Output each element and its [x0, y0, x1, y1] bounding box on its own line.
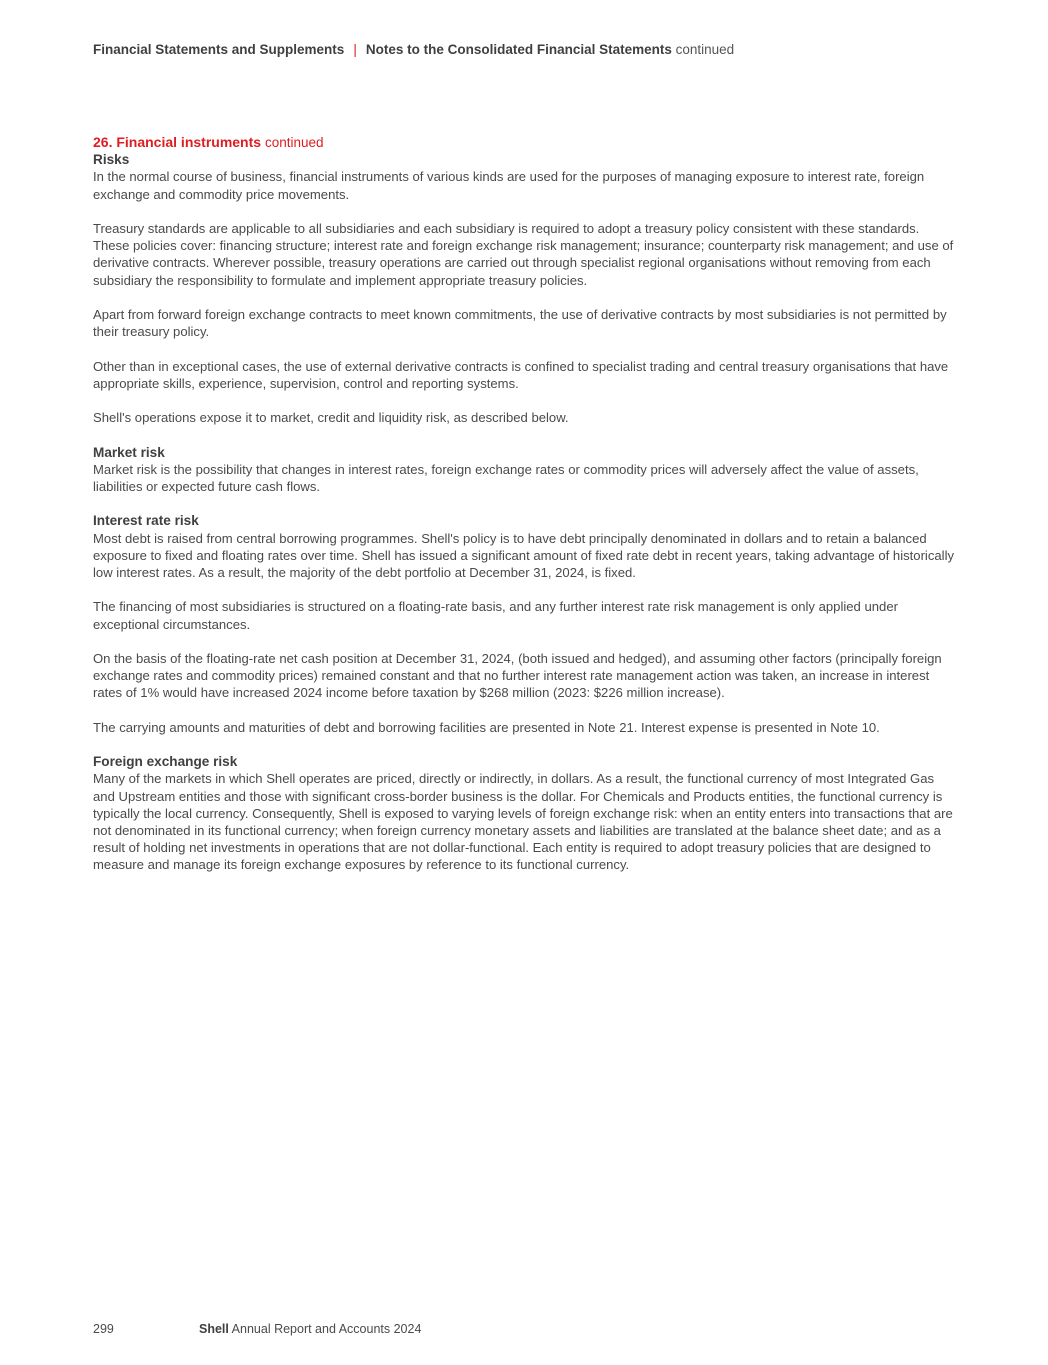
header-section: Financial Statements and Supplements — [93, 42, 345, 57]
header-continued: continued — [675, 42, 735, 57]
note-continued: continued — [264, 135, 324, 150]
market-risk-paragraph: Market risk is the possibility that changes in interest rates, foreign exchange rates or commodity prices will adversely affect the value of assets, liabilities or expected future cash flows. — [93, 461, 919, 494]
interest-rate-risk-paragraph: Most debt is raised from central borrowing programmes. Shell's policy is to have debt principally denominated in dollars and to retain a balanced exposure to fixed and floating rates over time. Shell has issued a significant amount of fixed rate debt in recent years, taking advantage of historically low interest rates. As a result, the majority of the debt portfolio at December 31, 2024, is fixed. — [93, 530, 955, 580]
footer-report-title: Annual Report and Accounts 2024 — [231, 1322, 422, 1336]
interest-rate-risk-heading: Interest rate risk — [93, 513, 199, 529]
risks-paragraph: In the normal course of business, financial instruments of various kinds are used for the purposes of managing exposure to interest rate, foreign exchange and commodity price movements. — [93, 169, 925, 202]
foreign-exchange-risk-heading: Foreign exchange risk — [93, 754, 238, 770]
risks-paragraph: Shell's operations expose it to market, credit and liquidity risk, as described below. — [93, 410, 569, 426]
page-number: 299 — [93, 1322, 114, 1336]
market-risk-heading: Market risk — [93, 444, 165, 460]
interest-rate-risk-paragraph: On the basis of the floating-rate net cash position at December 31, 2024, (both issued and hedged), and assuming other factors (principally foreign exchange rates and commodity prices) remained constant and that no further interest rate management action was taken, an increase in interest rates of 1% would have increased 2024 income before taxation by $268 million (2023: $226 million increase). — [93, 650, 942, 701]
risks-paragraph: Other than in exceptional cases, the use of external derivative contracts is confined to specialist trading and central treasury organisations that have appropriate skills, experience, supervision, control and reporting systems. — [93, 358, 949, 391]
header-subsection: Notes to the Consolidated Financial Statements — [365, 42, 672, 57]
risks-paragraph: Apart from forward foreign exchange contracts to meet known commitments, the use of derivative contracts by most subsidiaries is not permitted by their treasury policy. — [93, 307, 947, 340]
header-separator: | — [353, 42, 357, 57]
interest-rate-risk-paragraph: The carrying amounts and maturities of debt and borrowing facilities are presented in Note 21. Interest expense is presented in Note 10. — [93, 719, 880, 735]
interest-rate-risk-paragraph: The financing of most subsidiaries is structured on a floating-rate basis, and any further interest rate risk management is only applied under exceptional circumstances. — [93, 599, 898, 632]
note-number-title: 26. Financial instruments — [93, 134, 262, 150]
risks-paragraph: Treasury standards are applicable to all subsidiaries and each subsidiary is required to adopt a treasury policy consistent with these standards. These policies cover: financing structure; interest rate and foreign exchange risk management; insurance; counterparty risk management; and use of derivative contracts. Wherever possible, treasury operations are carried out through specialist regional organisations without removing from each subsidiary the responsibility to formulate and implement appropriate treasury policies. — [93, 221, 954, 288]
footer-brand: Shell — [199, 1322, 229, 1336]
foreign-exchange-risk-paragraph: Many of the markets in which Shell operates are priced, directly or indirectly, in dollars. As a result, the functional currency of most Integrated Gas and Upstream entities and those with significant cross-border business is the dollar. For Chemicals and Products entities, the functional currency is typically the local currency. Consequently, Shell is exposed to varying levels of foreign exchange risk: when an entity enters into transactions that are not denominated in its functional currency; when foreign currency monetary assets and liabilities are translated at the balance sheet date; and as a result of holding net investments in operations that are not dollar-functional. Each entity is required to adopt treasury policies that are designed to measure and manage its foreign exchange exposures by reference to its functional currency. — [93, 771, 953, 873]
note-content — [93, 134, 955, 874]
risks-heading: Risks — [93, 152, 130, 168]
page-footer — [93, 1322, 421, 1336]
page-header — [93, 42, 953, 57]
note-title — [93, 134, 955, 151]
